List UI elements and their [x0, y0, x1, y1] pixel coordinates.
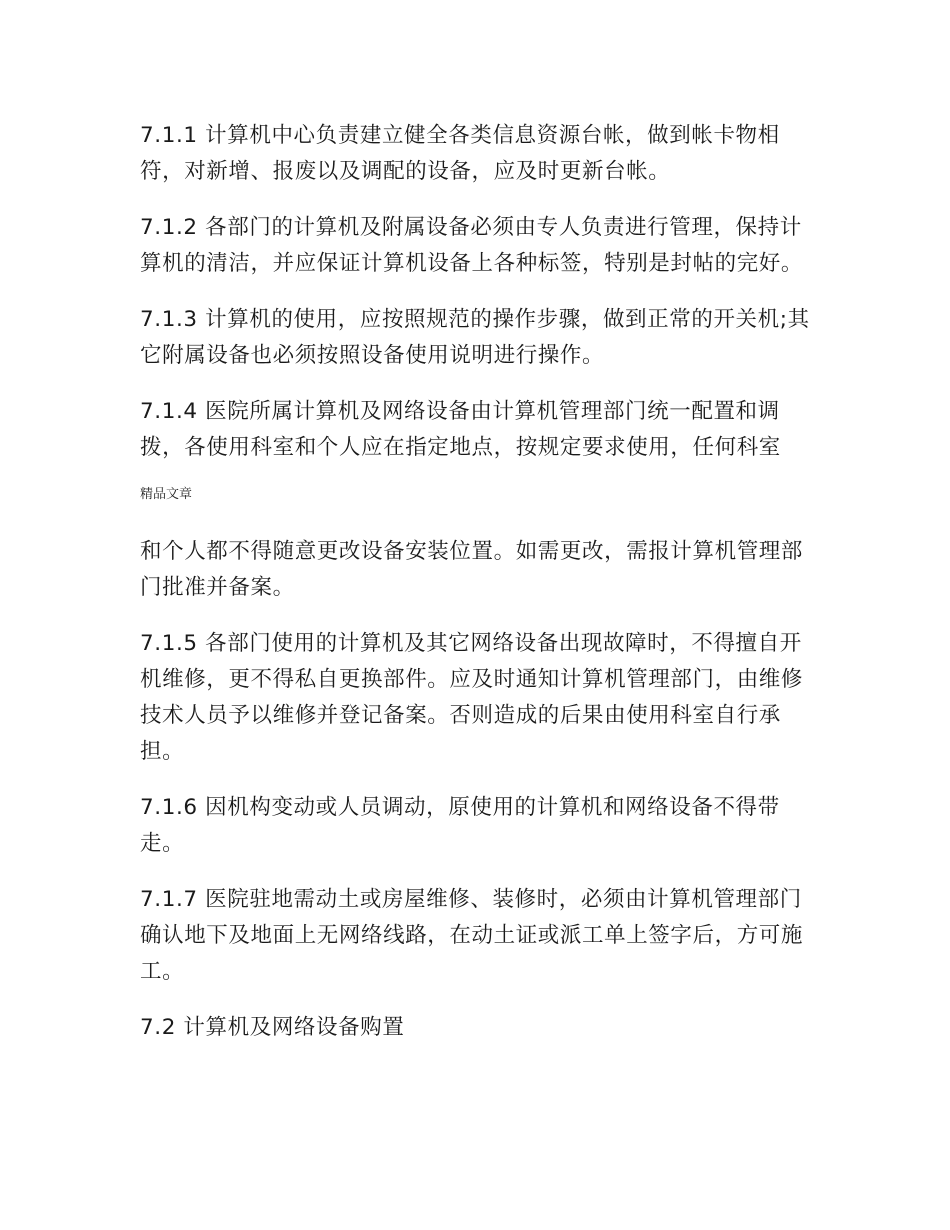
page-footer-note: 精品文章 [140, 487, 193, 502]
paragraph-7-1-4-continued: 和个人都不得随意更改设备安装位置。如需更改，需报计算机管理部门批准并备案。 [140, 539, 804, 600]
paragraph-7-1-5: 7.1.5 各部门使用的计算机及其它网络设备出现故障时，不得擅自开机维修，更不得私自更换部件。应及时通知计算机管理部门，由维修技术人员予以维修并登记备案。否则造成的后果由使用科室自行承担。 [140, 631, 804, 764]
section-heading-7-2: 7.2 计算机及网络设备购置 [140, 1015, 405, 1040]
paragraph-7-1-1: 7.1.1 计算机中心负责建立健全各类信息资源台帐，做到帐卡物相符，对新增、报废以及调配的设备，应及时更新台帐。 [140, 123, 780, 184]
paragraph-7-1-6: 7.1.6 因机构变动或人员调动，原使用的计算机和网络设备不得带走。 [140, 795, 780, 856]
paragraph-7-1-7: 7.1.7 医院驻地需动土或房屋维修、装修时，必须由计算机管理部门确认地下及地面上无网络线路，在动土证或派工单上签字后，方可施工。 [140, 887, 804, 984]
document-body [140, 118, 810, 1066]
paragraph-7-1-4: 7.1.4 医院所属计算机及网络设备由计算机管理部门统一配置和调拨，各使用科室和个人应在指定地点，按规定要求使用，任何科室 [140, 399, 781, 460]
paragraph-7-1-2: 7.1.2 各部门的计算机及附属设备必须由专人负责进行管理，保持计算机的清洁，并应保证计算机设备上各种标签，特别是封帖的完好。 [140, 215, 804, 276]
paragraph-7-1-3: 7.1.3 计算机的使用，应按照规范的操作步骤，做到正常的开关机;其它附属设备也必须按照设备使用说明进行操作。 [140, 307, 810, 368]
